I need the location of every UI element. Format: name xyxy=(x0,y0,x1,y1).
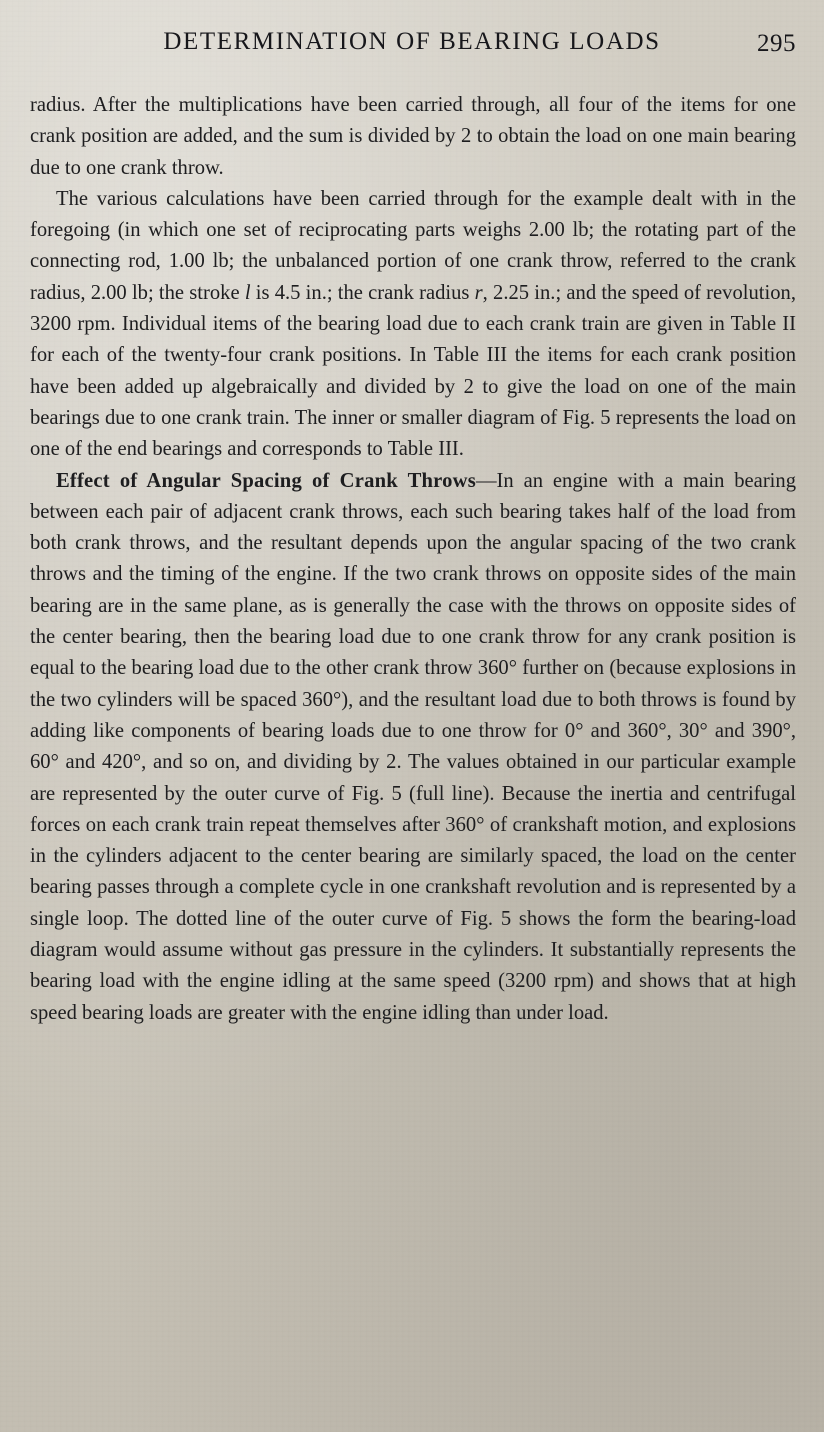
paragraph-3-text: In an engine with a main bearing between each pair of adjacent crank throws, each such bearing takes half of the load from both crank throws, and the resultant depends upon the angular spacing of the two crank throws and the timing of the engine. If the two crank throws on opposite sides of the main bearing are in the same plane, as is generally the case with the throws on opposite sides of the center bearing, then the bearing load due to one crank throw for any crank position is equal to the bearing load due to the other crank throw 360° further on (because explosions in the two cylinders will be spaced 360°), and the resultant load due to both throws is found by adding like components of bearing loads due to one throw for 0° and 360°, 30° and 390°, 60° and 420°, and so on, and dividing by 2. The values obtained in our particular example are represented by the outer curve of Fig. 5 (full line). Because the inertia and centrifugal forces on each crank train repeat themselves after 360° of crankshaft motion, and explosions in the cylinders adjacent to the center bearing are similarly spaced, the load on the center bearing passes through a complete cycle in one crankshaft revolution and is represented by a single loop. The dotted line of the outer curve of Fig. 5 shows the form the bearing-load diagram would assume without gas pressure in the cylinders. It substantially represents the bearing load with the engine idling at the same speed (3200 rpm) and shows that at high speed bearing loads are greater with the engine idling than under load. xyxy=(30,469,796,1024)
paragraph-2 xyxy=(30,184,796,466)
run-in-heading: Effect of Angular Spacing of Crank Throws xyxy=(56,469,476,492)
running-head: DETERMINATION OF BEARING LOADS xyxy=(163,28,661,55)
page-number: 295 xyxy=(757,30,796,57)
paragraph-1: radius. After the multiplications have been carried through, all four of the items for one crank position are added, and the sum is divided by 2 to obtain the load on one main bearing due to one crank throw. xyxy=(30,94,796,179)
page-header xyxy=(0,28,824,56)
italic-symbol-l: l xyxy=(244,281,251,304)
body-text xyxy=(30,90,796,1029)
paragraph-2-part-1: The various calculations have been carried through for the example dealt with in the foregoing (in which one set of reciprocating parts weighs 2.00 lb; the rotating part of the connecting rod, 1.00 lb; the unbalanced portion of one crank throw, referred to the crank radius, 2.00 lb; the stroke xyxy=(30,187,796,304)
run-in-heading-dash: — xyxy=(475,469,497,492)
paragraph-2-part-3: , 2.25 in.; and the speed of revolution, 3200 rpm. Individual items of the bearing load due to each crank train are given in Table II for each of the twenty-four crank positions. In Table III the items for each crank position have been added up algebraically and divided by 2 to give the load on one of the main bearings due to one crank train. The inner or smaller diagram of Fig. 5 represents the load on one of the end bearings and corresponds to Table III. xyxy=(30,281,796,461)
italic-symbol-r: r xyxy=(474,281,483,304)
paragraph-2-part-2: is 4.5 in.; the crank radius xyxy=(250,281,475,304)
paragraph-3 xyxy=(30,466,796,1029)
